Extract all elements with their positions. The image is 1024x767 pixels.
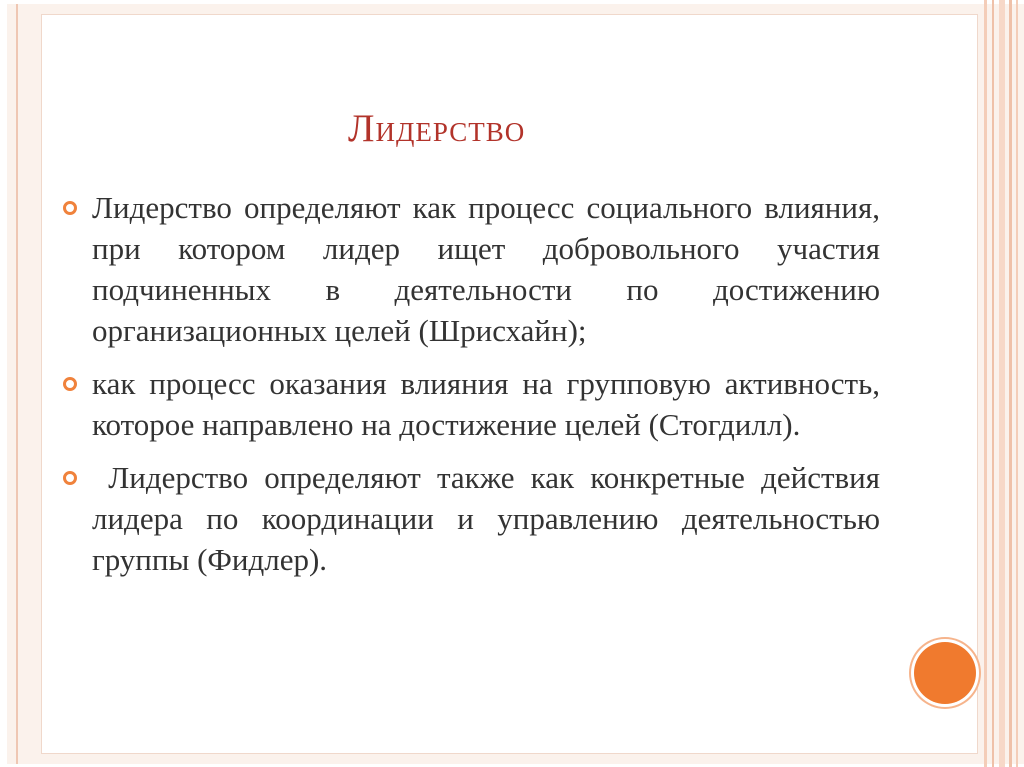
list-item: [60, 363, 880, 445]
right-stripe: [1016, 0, 1018, 767]
list-item: [60, 457, 888, 580]
right-stripe: [984, 0, 987, 767]
ring-bullet-icon: [63, 201, 77, 215]
list-item-text: Лидерство определяют также как конкретные действия лидера по координации и управлению деятельностью группы (Фидлер).: [92, 460, 888, 577]
slide-title: Лидерство: [348, 107, 526, 150]
right-stripe: [1009, 0, 1012, 767]
ring-bullet-icon: [63, 377, 77, 391]
orange-circle-icon: [914, 642, 976, 704]
list-item-text: как процесс оказания влияния на групповую активность, которое направлено на достижение целей (Стогдилл).: [92, 366, 880, 442]
left-accent-line: [16, 4, 18, 764]
list-item-text: Лидерство определяют как процесс социального влияния, при котором лидер ищет добровольного участия подчиненных в деятельности по достижению организационных целей (Шрисхайн);: [92, 190, 880, 348]
list-item: [60, 187, 880, 351]
ring-bullet-icon: [63, 471, 77, 485]
bullet-list: [60, 187, 888, 592]
right-stripe: [999, 0, 1005, 767]
right-stripe: [992, 0, 994, 767]
